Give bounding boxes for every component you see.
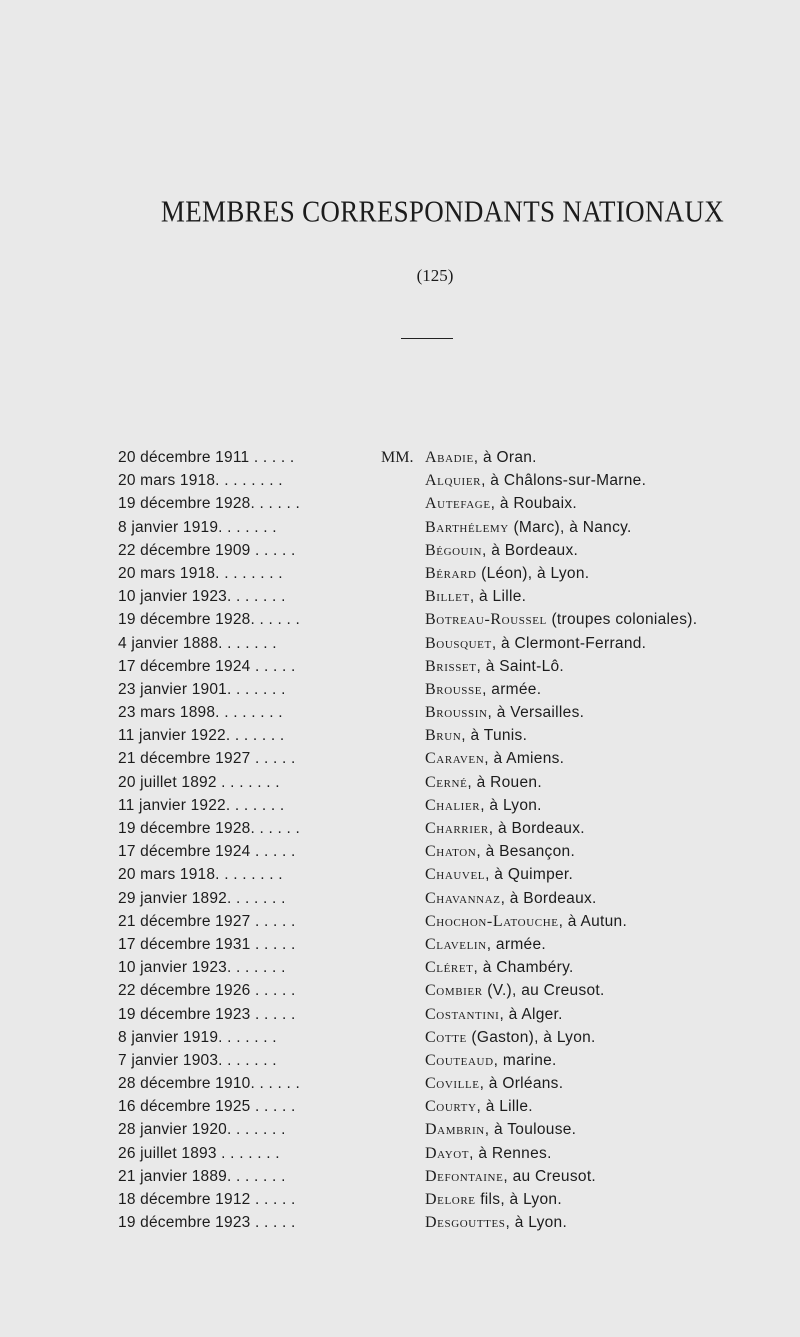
member-entry: [425, 449, 537, 467]
member-entry: [425, 704, 584, 722]
election-date: 19 décembre 1928. . . . . .: [118, 611, 301, 629]
election-date: 20 décembre 1911 . . . . .: [118, 449, 295, 466]
election-date: 19 décembre 1928. . . . . .: [118, 495, 301, 513]
list-item: [0, 843, 800, 866]
election-date: 17 décembre 1931 . . . . .: [118, 935, 296, 953]
election-date: 19 décembre 1928. . . . . .: [118, 820, 301, 837]
member-entry: [425, 565, 589, 583]
member-name: Brisset: [425, 657, 477, 675]
member-entry: [425, 959, 574, 977]
member-entry: [425, 774, 542, 792]
member-name: Costantini: [425, 1005, 500, 1023]
election-date: 17 décembre 1924 . . . . .: [118, 657, 296, 675]
member-name: Chaton: [425, 843, 477, 861]
election-date: 19 décembre 1923 . . . . .: [118, 1214, 296, 1232]
list-item: [0, 1168, 800, 1191]
member-name: Barthélemy: [425, 518, 509, 536]
list-item: [0, 982, 800, 1005]
member-location: , à Alger.: [499, 1005, 563, 1023]
list-item: [0, 1006, 800, 1029]
list-item: [0, 1191, 800, 1214]
member-location: , à Toulouse.: [484, 1121, 577, 1139]
member-name: Desgouttes: [425, 1214, 506, 1232]
member-name: Bérard: [425, 564, 477, 582]
member-name: Coville: [425, 1075, 480, 1093]
member-location: , à Roubaix.: [490, 495, 577, 513]
member-entry: [425, 1029, 596, 1047]
member-name: Cléret: [425, 959, 474, 977]
list-item: [0, 936, 800, 959]
member-location: , marine.: [493, 1051, 557, 1069]
election-date: 29 janvier 1892. . . . . . .: [118, 889, 286, 907]
members-list: [0, 449, 800, 1237]
member-location: , à Lille.: [476, 1098, 533, 1116]
election-date: 20 mars 1918. . . . . . . .: [118, 564, 283, 582]
member-name: Abadie: [425, 449, 474, 466]
member-entry: [425, 519, 632, 537]
member-location: , à Clermont-Ferrand.: [491, 634, 647, 652]
member-name: Alquier: [425, 472, 482, 490]
list-item: [0, 565, 800, 588]
election-date: 18 décembre 1912 . . . . .: [118, 1191, 296, 1208]
list-item: [0, 866, 800, 889]
member-location: , armée.: [486, 935, 546, 953]
list-item: [0, 449, 800, 472]
member-entry: [425, 727, 527, 745]
member-location: , à Orléans.: [479, 1075, 564, 1093]
member-name: Broussin: [425, 704, 488, 722]
member-location: , à Besançon.: [476, 843, 576, 861]
election-date: 4 janvier 1888. . . . . . .: [118, 634, 277, 652]
member-entry: [425, 658, 564, 676]
member-entry: [425, 1075, 563, 1093]
member-entry: [425, 1168, 596, 1186]
list-item: [0, 635, 800, 658]
election-date: 21 décembre 1927 . . . . .: [118, 750, 296, 768]
list-item: [0, 542, 800, 565]
election-date: 26 juillet 1893 . . . . . . .: [118, 1144, 280, 1162]
election-date: 22 décembre 1926 . . . . .: [118, 982, 296, 1000]
election-date: 23 mars 1898. . . . . . . .: [118, 704, 283, 722]
member-name: Dambrin: [425, 1121, 485, 1139]
list-item: [0, 658, 800, 681]
member-name: Clavelin: [425, 935, 487, 953]
list-item: [0, 704, 800, 727]
list-item: [0, 1029, 800, 1052]
honorific-prefix: MM.: [381, 449, 414, 466]
page-title: MEMBRES CORRESPONDANTS NATIONAUX: [160, 193, 725, 229]
member-entry: [425, 866, 573, 884]
list-item: [0, 774, 800, 797]
member-name: Chauvel: [425, 866, 486, 884]
election-date: 17 décembre 1924 . . . . .: [118, 843, 296, 861]
election-date: 23 janvier 1901. . . . . . .: [118, 680, 286, 698]
member-location: , à Lyon.: [480, 796, 542, 814]
list-item: [0, 820, 800, 843]
list-item: [0, 1075, 800, 1098]
election-date: 21 décembre 1927 . . . . .: [118, 912, 296, 930]
list-item: [0, 890, 800, 913]
member-location: , à Quimper.: [485, 866, 574, 884]
member-entry: [425, 936, 546, 954]
member-location: (troupes coloniales).: [546, 611, 698, 629]
election-date: 10 janvier 1923. . . . . . .: [118, 959, 286, 977]
election-date: 19 décembre 1923 . . . . .: [118, 1005, 296, 1023]
member-entry: [425, 1121, 576, 1139]
member-entry: [425, 1214, 567, 1232]
member-location: , à Autun.: [558, 912, 628, 930]
election-date: 28 janvier 1920. . . . . . .: [118, 1121, 286, 1139]
member-entry: [425, 750, 564, 768]
list-item: [0, 913, 800, 936]
election-date: 20 mars 1918. . . . . . . .: [118, 866, 283, 884]
member-location: , à Rennes.: [469, 1144, 552, 1162]
list-item: [0, 588, 800, 611]
election-date: 8 janvier 1919. . . . . . .: [118, 1028, 277, 1046]
member-entry: [425, 890, 597, 908]
member-entry: [425, 495, 577, 513]
member-name: Bousquet: [425, 634, 492, 652]
list-item: [0, 727, 800, 750]
member-location: , à Rouen.: [467, 773, 542, 791]
member-name: Chavannaz: [425, 889, 501, 907]
member-location: (Marc), à Nancy.: [508, 518, 632, 536]
list-item: [0, 519, 800, 542]
title-divider: [401, 338, 453, 339]
member-name: Charrier: [425, 820, 489, 837]
member-entry: [425, 820, 585, 838]
member-location: , à Tunis.: [461, 727, 528, 745]
member-entry: [425, 1006, 563, 1024]
member-location: , au Creusot.: [503, 1167, 597, 1185]
member-name: Cerné: [425, 773, 468, 791]
member-entry: [425, 588, 526, 606]
member-location: , à Versailles.: [487, 704, 585, 722]
member-entry: [425, 611, 697, 629]
member-entry: [425, 472, 646, 490]
member-entry: [425, 913, 627, 931]
member-location: , à Chambéry.: [473, 959, 574, 977]
member-location: (Léon), à Lyon.: [476, 564, 590, 582]
member-name: Dayot: [425, 1144, 470, 1162]
member-location: , à Amiens.: [484, 750, 565, 768]
member-entry: [425, 843, 575, 861]
election-date: 28 décembre 1910. . . . . .: [118, 1075, 301, 1093]
member-location: , à Saint-Lô.: [476, 657, 565, 675]
member-name: Chochon-Latouche: [425, 912, 559, 930]
election-date: 11 janvier 1922. . . . . . .: [118, 727, 285, 745]
member-entry: [425, 1052, 557, 1070]
election-date: 20 mars 1918. . . . . . . .: [118, 472, 283, 490]
list-item: [0, 1098, 800, 1121]
member-location: , à Lille.: [469, 588, 527, 606]
member-entry: [425, 1145, 552, 1163]
member-location: , à Lyon.: [505, 1214, 568, 1232]
list-item: [0, 495, 800, 518]
member-name: Botreau-Roussel: [425, 611, 547, 629]
list-item: [0, 797, 800, 820]
list-item: [0, 1052, 800, 1075]
member-location: , à Bordeaux.: [500, 889, 597, 907]
list-item: [0, 959, 800, 982]
election-date: 21 janvier 1889. . . . . . .: [118, 1167, 286, 1185]
election-date: 16 décembre 1925 . . . . .: [118, 1098, 296, 1116]
member-location: fils, à Lyon.: [475, 1191, 562, 1208]
member-entry: [425, 1098, 533, 1116]
member-name: Courty: [425, 1098, 477, 1116]
list-item: [0, 1121, 800, 1144]
election-date: 20 juillet 1892 . . . . . . .: [118, 773, 280, 791]
member-name: Chalier: [425, 796, 481, 814]
member-location: (V.), au Creusot.: [482, 982, 605, 1000]
member-entry: [425, 982, 605, 1000]
list-item: [0, 1145, 800, 1168]
member-count: (125): [416, 266, 454, 285]
member-name: Defontaine: [425, 1167, 504, 1185]
member-location: , à Bordeaux.: [488, 820, 585, 837]
election-date: 8 janvier 1919. . . . . . .: [118, 518, 277, 536]
list-item: [0, 750, 800, 773]
member-location: , à Châlons-sur-Marne.: [481, 472, 647, 490]
member-location: (Gaston), à Lyon.: [466, 1028, 596, 1046]
member-name: Delore: [425, 1191, 476, 1208]
member-location: , à Oran.: [473, 449, 537, 466]
member-name: Couteaud: [425, 1051, 494, 1069]
member-name: Autefage: [425, 495, 491, 513]
member-name: Billet: [425, 588, 470, 606]
member-entry: [425, 542, 578, 560]
list-item: [0, 1214, 800, 1237]
list-item: [0, 611, 800, 634]
election-date: 22 décembre 1909 . . . . .: [118, 541, 296, 559]
election-date: 11 janvier 1922. . . . . . .: [118, 796, 285, 814]
election-date: 10 janvier 1923. . . . . . .: [118, 588, 286, 606]
member-name: Brousse: [425, 680, 483, 698]
member-name: Cotte: [425, 1028, 467, 1046]
list-item: [0, 472, 800, 495]
election-date: 7 janvier 1903. . . . . . .: [118, 1051, 277, 1069]
member-name: Bégouin: [425, 541, 483, 559]
list-item: [0, 681, 800, 704]
member-name: Caraven: [425, 750, 485, 768]
member-entry: [425, 681, 541, 699]
member-location: , armée.: [482, 680, 542, 698]
member-entry: [425, 797, 542, 815]
member-name: Brun: [425, 727, 462, 745]
member-entry: [425, 635, 646, 653]
member-entry: [425, 1191, 562, 1209]
member-location: , à Bordeaux.: [482, 541, 579, 559]
member-name: Combier: [425, 982, 483, 1000]
